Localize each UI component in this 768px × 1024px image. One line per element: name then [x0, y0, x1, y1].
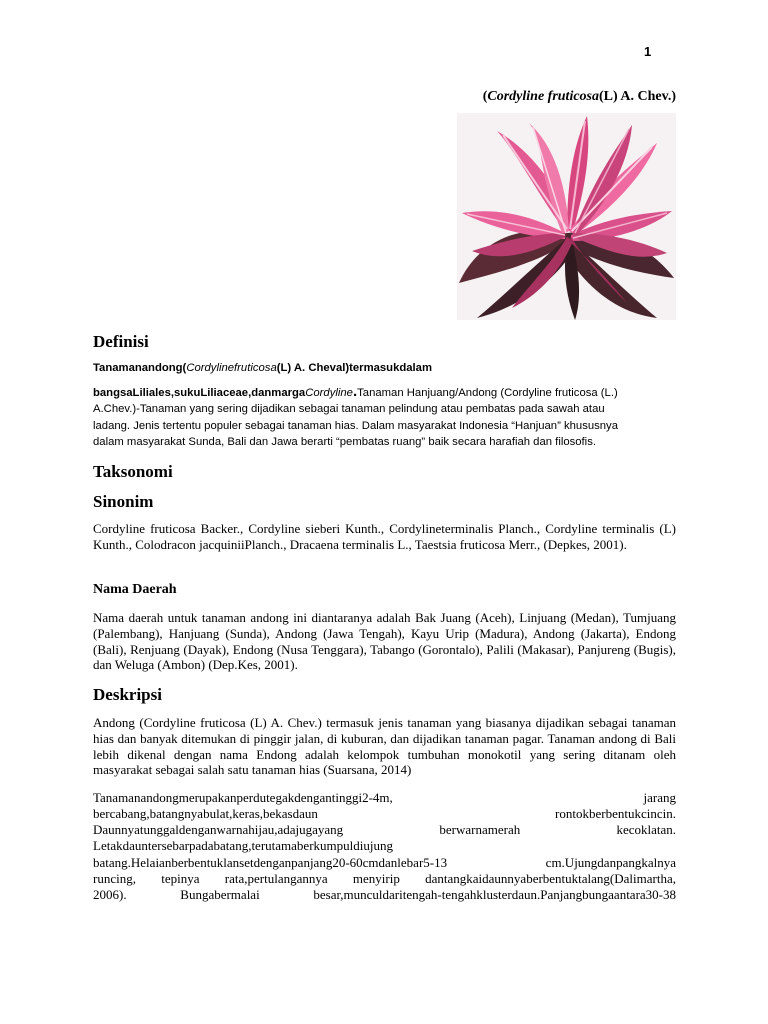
- deskripsi-p2-line-3: Daunnyatunggaldenganwarnahijau,adajugayang berwarnamerah kecoklatan.: [93, 822, 676, 837]
- definisi-line-2: [93, 384, 681, 402]
- definisi-line-5: dalam masyarakat Sunda, Bali dan Jawa berarti “pembatas ruang” baik secara harafiah dan filosofis.: [93, 436, 596, 448]
- definisi-text: [93, 360, 681, 451]
- deskripsi-p2-line-5: batang.Helaianberbentuklansetdenganpanjang20-60cmdanlebar5-13 cm.Ujungdanpangkalnya: [93, 855, 676, 870]
- definisi-line-4: ladang. Jenis tertentu populer sebagai tanaman hias. Dalam masyarakat Indonesia “Hanjuan” khususnya: [93, 419, 618, 432]
- definisi-line-3: A.Chev.)-Tanaman yang sering dijadikan sebagai tanaman pelindung atau pembatas pada sawah atau: [93, 403, 605, 415]
- definisi-italic-2: Cordyline: [305, 386, 353, 399]
- definisi-bold-1b: (L) A. Cheval)termasukdalam: [276, 362, 433, 374]
- definisi-bold-2: bangsaLiliales,sukuLiliaceae,danmarga: [93, 386, 306, 399]
- species-title: [483, 89, 676, 105]
- deskripsi-p2-line-4: Letakdauntersebarpadabatang,terutamaberkumpuldiujung: [93, 838, 393, 853]
- deskripsi-p2-line-7: 2006). Bungabermalai besar,munculdaritengah-tengahklusterdaun.Panjangbungaantara30-38: [93, 887, 676, 902]
- cordyline-plant-image: [457, 113, 676, 320]
- definisi-line-1: [93, 360, 681, 377]
- definisi-italic-1: Cordylinefruticosa: [186, 362, 277, 374]
- sinonim-heading: Sinonim: [93, 492, 154, 511]
- taksonomi-heading: Taksonomi: [93, 462, 173, 481]
- nama-daerah-heading: Nama Daerah: [93, 582, 177, 597]
- definisi-line-2-rest: Tanaman Hanjuang/Andong (Cordyline fruticosa (L.): [357, 386, 618, 399]
- definisi-heading: Definisi: [93, 332, 149, 351]
- deskripsi-paragraph-1: Andong (Cordyline fruticosa (L) A. Chev.) termasuk jenis tanaman yang biasanya dijadikan sebagai tanaman hias dan banyak ditemukan di pinggir jalan, di kuburan, dan dijadikan tanaman pagar. Tanaman andong di Bali lebih dikenal dengan nama Endong adalah kelompok tumbuhan monokotil yang sering ditanam oleh masyarakat sebagai salah satu tanaman hias (Suarsana, 2014): [93, 715, 676, 778]
- species-title-italic: Cordyline fruticosa: [487, 89, 599, 104]
- deskripsi-heading: Deskripsi: [93, 685, 162, 704]
- definisi-dot: .: [352, 382, 358, 400]
- sinonim-text: Cordyline fruticosa Backer., Cordyline sieberi Kunth., Cordylineterminalis Planch., Cordyline terminalis (L) Kunth., Colodracon jacquiniiPlanch., Dracaena terminalis L., Taestsia fruticosa Merr., (Depkes, 2001).: [93, 521, 676, 552]
- deskripsi-p2-line-1: Tanamanandongmerupakanperdutegakdengantinggi2-4m, jarang: [93, 790, 676, 805]
- definisi-bold-1: Tanamanandong(: [93, 362, 187, 374]
- species-title-open: (: [482, 89, 488, 104]
- plant-illustration: [457, 113, 676, 320]
- page-number: 1: [644, 44, 652, 59]
- deskripsi-p2-line-6: runcing, tepinya rata,pertulangannya menyirip dantangkaidaunnyaberbentuktalang(Dalimartha,: [93, 871, 676, 886]
- nama-daerah-text: Nama daerah untuk tanaman andong ini diantaranya adalah Bak Juang (Aceh), Linjuang (Medan), Tumjuang (Palembang), Hanjuang (Sunda), Andong (Jawa Tengah), Kayu Urip (Madura), Andong (Jakarta), Endong (Bali), Renjuang (Dayak), Endong (Nusa Tenggara), Tabango (Gorontalo), Palili (Makasar), Panjureng (Bugis), dan Weluga (Ambon) (Dep.Kes, 2001).: [93, 610, 676, 673]
- species-title-rest: (L) A. Chev.): [599, 89, 676, 104]
- deskripsi-p2-line-2: bercabang,batangnyabulat,keras,bekasdaun rontokberbentukcincin.: [93, 806, 676, 821]
